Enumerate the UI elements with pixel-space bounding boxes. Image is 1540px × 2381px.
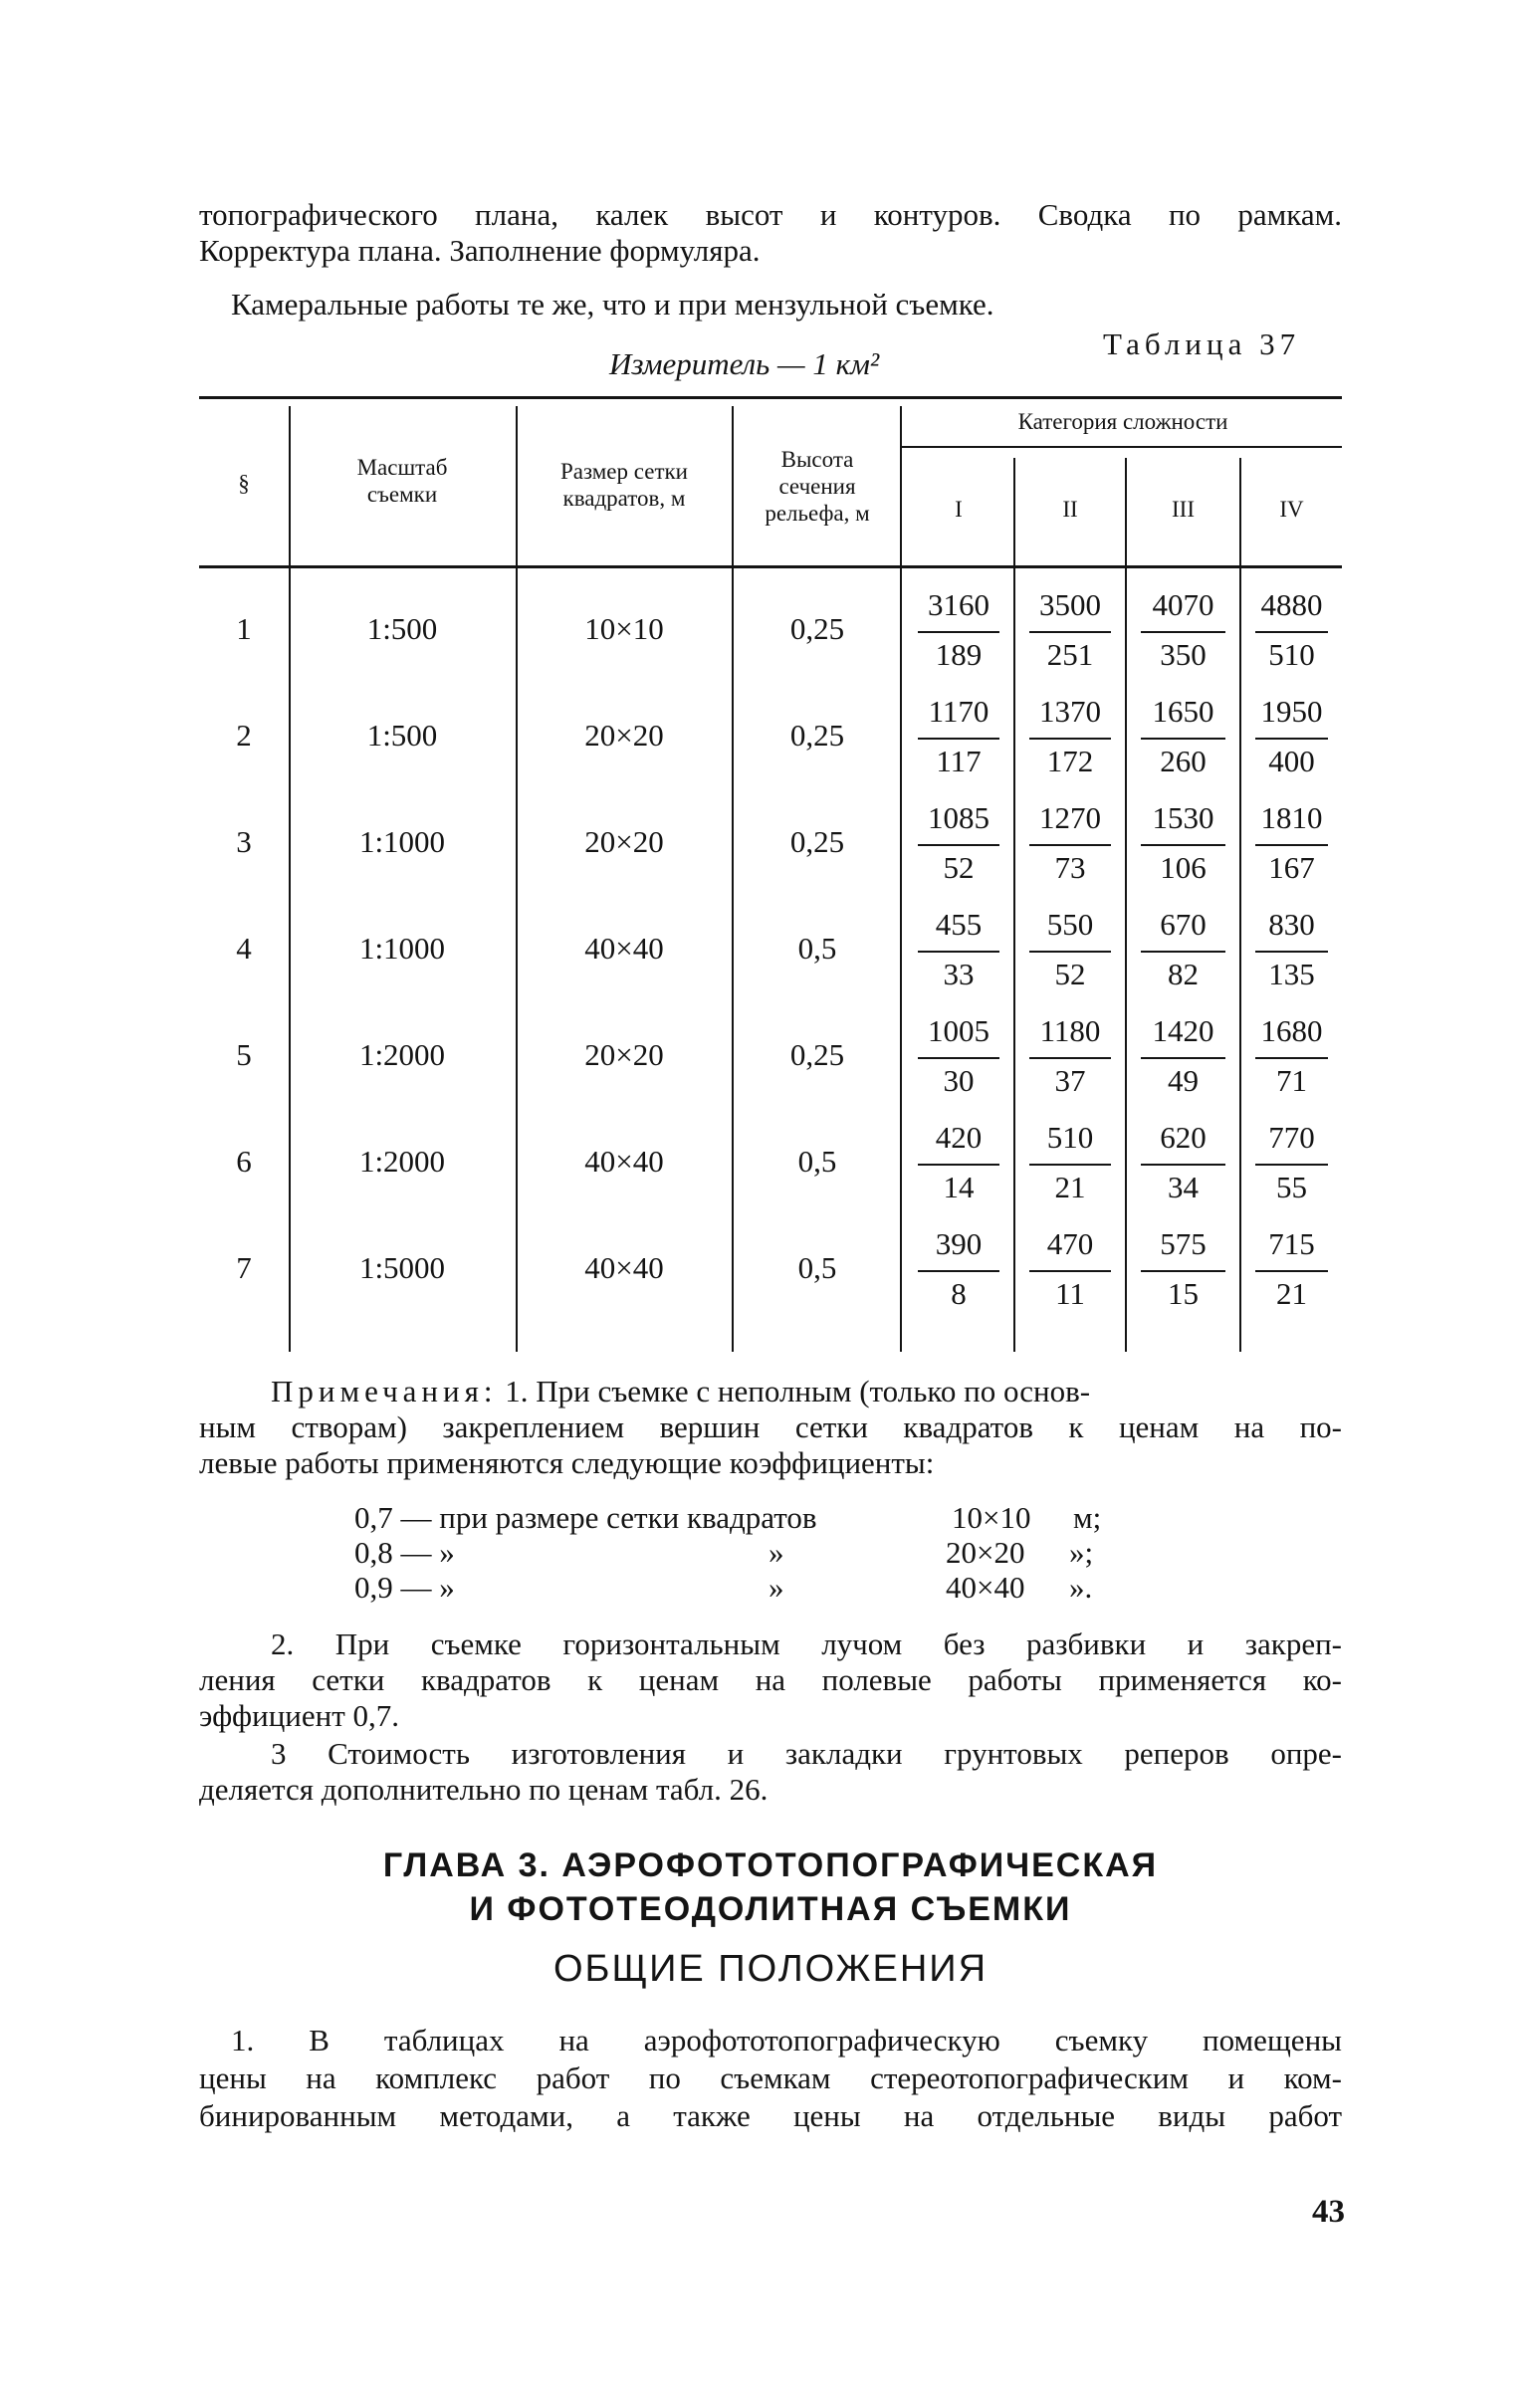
- fraction-bar: [1255, 951, 1328, 953]
- fraction-bar: [1141, 631, 1225, 633]
- price-fraction: [1127, 1011, 1239, 1103]
- price-numerator: 1085: [928, 800, 990, 835]
- price-denominator: 135: [1268, 957, 1315, 991]
- column-divider: [732, 406, 734, 1352]
- price-numerator: 4880: [1260, 587, 1323, 622]
- price-numerator: 1370: [1039, 694, 1101, 729]
- price-numerator: 670: [1160, 907, 1207, 942]
- row-number: 5: [236, 1037, 252, 1072]
- price-numerator: 3160: [928, 587, 990, 622]
- price-denominator: 14: [943, 1170, 975, 1204]
- note-2-line-3: эффициент 0,7.: [199, 1698, 400, 1733]
- price-fraction: [1127, 692, 1239, 783]
- header-scale: [295, 454, 510, 508]
- price-numerator: 1950: [1260, 694, 1323, 729]
- price-fraction: [1241, 905, 1342, 996]
- coefficient-ditto: »: [769, 1535, 784, 1570]
- note-1-line-3: левые работы применяются следующие коэффициенты:: [199, 1445, 935, 1480]
- price-denominator: 30: [943, 1063, 975, 1098]
- price-fraction: [1127, 1224, 1239, 1316]
- price-numerator: 1005: [928, 1013, 990, 1048]
- note-2-line-1: 2. При съемке горизонтальным лучом без разбивки и закреп-: [271, 1626, 1342, 1661]
- price-numerator: 770: [1268, 1120, 1315, 1155]
- price-numerator: 470: [1046, 1226, 1094, 1261]
- price-denominator: 15: [1168, 1276, 1199, 1311]
- price-fraction: [1015, 1118, 1125, 1209]
- price-denominator: 106: [1160, 850, 1207, 885]
- fraction-bar: [1141, 1270, 1225, 1272]
- header-relief-line: рельефа, м: [765, 501, 870, 526]
- fraction-bar: [1255, 1164, 1328, 1166]
- row-relief-height: 0,5: [797, 931, 837, 966]
- price-numerator: 575: [1160, 1226, 1207, 1261]
- price-fraction: [1241, 798, 1342, 890]
- header-grid-line: квадратов, м: [562, 486, 686, 511]
- price-fraction: [1127, 585, 1239, 677]
- price-denominator: 167: [1268, 850, 1315, 885]
- price-denominator: 73: [1054, 850, 1086, 885]
- row-grid-size: 10×10: [584, 611, 664, 646]
- row-scale: 1:5000: [358, 1250, 446, 1285]
- header-relief-height: [735, 446, 900, 527]
- price-denominator: 251: [1046, 637, 1094, 672]
- row-relief-height: 0,25: [789, 824, 845, 859]
- row-grid-size: 40×40: [584, 1144, 664, 1179]
- coefficient-value: 0,8: [354, 1535, 393, 1570]
- price-fraction: [1241, 585, 1342, 677]
- chapter-title-line-1: ГЛАВА 3. АЭРОФОТОТОПОГРАФИЧЕСКАЯ: [382, 1846, 1159, 1884]
- price-numerator: 1650: [1152, 694, 1214, 729]
- coefficient-size: 40×40: [946, 1570, 1025, 1605]
- price-numerator: 510: [1046, 1120, 1094, 1155]
- row-number: 3: [236, 824, 252, 859]
- table-label: Таблица 37: [1103, 326, 1301, 361]
- row-grid-size: 40×40: [584, 1250, 664, 1285]
- fraction-bar: [918, 951, 999, 953]
- coefficient-unit: ».: [1069, 1570, 1093, 1605]
- row-scale: 1:1000: [358, 931, 446, 966]
- price-denominator: 117: [936, 744, 982, 778]
- chapter-title-line-2: И ФОТОТЕОДОЛИТНАЯ СЪЕМКИ: [469, 1890, 1072, 1928]
- price-denominator: 37: [1054, 1063, 1086, 1098]
- row-relief-height: 0,5: [797, 1250, 837, 1285]
- fraction-bar: [918, 1270, 999, 1272]
- coefficient-row: [354, 1568, 455, 1608]
- header-category: Категория сложности: [1017, 409, 1228, 434]
- row-relief-height: 0,25: [789, 1037, 845, 1072]
- fraction-bar: [1141, 844, 1225, 846]
- fraction-bar: [918, 1164, 999, 1166]
- coefficient-desc: — »: [400, 1535, 455, 1570]
- fraction-bar: [918, 631, 999, 633]
- price-denominator: 52: [943, 850, 975, 885]
- price-fraction: [904, 1011, 1013, 1103]
- body-line-1: 1. В таблицах на аэрофототопографическую съемку помещены: [231, 2023, 1342, 2057]
- header-relief-line: сечения: [778, 474, 856, 499]
- row-scale: 1:500: [366, 611, 438, 646]
- fraction-bar: [1255, 738, 1328, 740]
- price-fraction: [1015, 798, 1125, 890]
- price-denominator: 52: [1054, 957, 1086, 991]
- price-denominator: 82: [1168, 957, 1199, 991]
- fraction-bar: [1029, 951, 1111, 953]
- price-numerator: 1180: [1039, 1013, 1101, 1048]
- row-number: 6: [236, 1144, 252, 1179]
- price-numerator: 420: [935, 1120, 983, 1155]
- fraction-bar: [1255, 1057, 1328, 1059]
- price-denominator: 172: [1046, 744, 1094, 778]
- note-2-line-2: ления сетки квадратов к ценам на полевые работы применяется ко-: [199, 1662, 1342, 1697]
- fraction-bar: [1029, 1057, 1111, 1059]
- price-fraction: [904, 905, 1013, 996]
- price-denominator: 49: [1168, 1063, 1199, 1098]
- price-numerator: 1530: [1152, 800, 1214, 835]
- fraction-bar: [1029, 844, 1111, 846]
- price-numerator: 4070: [1152, 587, 1214, 622]
- header-relief-line: Высота: [780, 447, 854, 472]
- note-1-line-2: ным створам) закреплением вершин сетки квадратов к ценам на по-: [199, 1409, 1342, 1444]
- fraction-bar: [1141, 738, 1225, 740]
- price-denominator: 400: [1268, 744, 1315, 778]
- row-scale: 1:1000: [358, 824, 446, 859]
- fraction-bar: [1141, 1057, 1225, 1059]
- price-denominator: 260: [1160, 744, 1207, 778]
- price-numerator: 1420: [1152, 1013, 1214, 1048]
- price-numerator: 390: [935, 1226, 983, 1261]
- price-fraction: [904, 798, 1013, 890]
- price-denominator: 8: [951, 1276, 967, 1311]
- fraction-bar: [1029, 1164, 1111, 1166]
- page-number: 43: [1312, 2194, 1345, 2230]
- fraction-bar: [918, 738, 999, 740]
- price-denominator: 21: [1276, 1276, 1307, 1311]
- header-grid-size: [520, 458, 729, 512]
- fraction-bar: [1141, 1164, 1225, 1166]
- price-fraction: [1241, 1224, 1342, 1316]
- intro-line-1: топографического плана, калек высот и контуров. Сводка по рамкам.: [199, 197, 1342, 232]
- column-divider: [289, 406, 291, 1352]
- price-numerator: 3500: [1039, 587, 1101, 622]
- table-top-rule: [199, 396, 1342, 399]
- row-scale: 1:2000: [358, 1037, 446, 1072]
- price-denominator: 33: [943, 957, 975, 991]
- section-title: ОБЩИЕ ПОЛОЖЕНИЯ: [552, 1948, 989, 1990]
- price-numerator: 1810: [1260, 800, 1323, 835]
- price-numerator: 550: [1046, 907, 1094, 942]
- row-grid-size: 20×20: [584, 1037, 664, 1072]
- header-category-ii: II: [1062, 497, 1078, 522]
- notes-label: Примечания:: [271, 1374, 498, 1408]
- coefficient-unit: м;: [1073, 1500, 1102, 1535]
- price-numerator: 1270: [1039, 800, 1101, 835]
- row-relief-height: 0,25: [789, 611, 845, 646]
- coefficient-ditto: »: [769, 1570, 784, 1605]
- header-category-i: I: [955, 497, 963, 522]
- fraction-bar: [1029, 1270, 1111, 1272]
- coefficient-unit: »;: [1069, 1535, 1094, 1570]
- coefficient-row: [354, 1498, 817, 1538]
- price-fraction: [1015, 692, 1125, 783]
- intro-line-3: Камеральные работы те же, что и при мензульной съемке.: [231, 287, 994, 322]
- price-fraction: [1241, 692, 1342, 783]
- coefficient-size: 20×20: [946, 1535, 1025, 1570]
- intro-line-2: Корректура плана. Заполнение формуляра.: [199, 233, 761, 268]
- header-scale-line: Масштаб: [356, 455, 448, 480]
- price-fraction: [904, 692, 1013, 783]
- row-number: 4: [236, 931, 252, 966]
- price-fraction: [1127, 1118, 1239, 1209]
- fraction-bar: [1141, 951, 1225, 953]
- price-fraction: [1015, 1224, 1125, 1316]
- measure-unit: Измеритель — 1 км²: [609, 346, 880, 381]
- header-grid-line: Размер сетки: [559, 459, 688, 484]
- price-denominator: 71: [1276, 1063, 1307, 1098]
- price-numerator: 620: [1160, 1120, 1207, 1155]
- fraction-bar: [1029, 738, 1111, 740]
- price-numerator: 1680: [1260, 1013, 1323, 1048]
- row-number: 7: [236, 1250, 252, 1285]
- price-denominator: 21: [1054, 1170, 1086, 1204]
- price-fraction: [1015, 905, 1125, 996]
- coefficient-row: [354, 1533, 455, 1573]
- price-fraction: [1241, 1118, 1342, 1209]
- row-relief-height: 0,5: [797, 1144, 837, 1179]
- price-fraction: [1241, 1011, 1342, 1103]
- body-line-2: цены на комплекс работ по съемкам стереотопографическим и ком-: [199, 2060, 1342, 2095]
- row-grid-size: 20×20: [584, 824, 664, 859]
- row-grid-size: 40×40: [584, 931, 664, 966]
- fraction-bar: [918, 844, 999, 846]
- column-divider: [900, 406, 902, 1352]
- note-1-text: 1. При съемке с неполным (только по основ-: [505, 1374, 1091, 1408]
- header-scale-line: съемки: [366, 482, 438, 507]
- price-numerator: 715: [1268, 1226, 1315, 1261]
- price-numerator: 830: [1268, 907, 1315, 942]
- price-fraction: [1015, 585, 1125, 677]
- column-divider: [516, 406, 518, 1352]
- row-number: 1: [236, 611, 252, 646]
- price-numerator: 455: [935, 907, 983, 942]
- header-category-iii: III: [1172, 497, 1195, 522]
- note-3-line-2: деляется дополнительно по ценам табл. 26.: [199, 1772, 769, 1807]
- price-denominator: 11: [1055, 1276, 1085, 1311]
- row-scale: 1:2000: [358, 1144, 446, 1179]
- fraction-bar: [1029, 631, 1111, 633]
- price-denominator: 510: [1268, 637, 1315, 672]
- price-fraction: [904, 1224, 1013, 1316]
- body-line-3: бинированным методами, а также цены на отдельные виды работ: [199, 2098, 1342, 2133]
- row-grid-size: 20×20: [584, 718, 664, 753]
- note-3-line-1: 3 Стоимость изготовления и закладки грунтовых реперов опре-: [271, 1736, 1342, 1771]
- price-fraction: [1127, 798, 1239, 890]
- fraction-bar: [1255, 631, 1328, 633]
- price-fraction: [904, 1118, 1013, 1209]
- coefficient-desc: — »: [400, 1570, 455, 1605]
- row-scale: 1:500: [366, 718, 438, 753]
- note-1-first-line: [271, 1372, 1090, 1411]
- coefficient-size: 10×10: [952, 1500, 1031, 1535]
- fraction-bar: [1255, 1270, 1328, 1272]
- fraction-bar: [1255, 844, 1328, 846]
- price-numerator: 1170: [928, 694, 990, 729]
- coefficient-value: 0,7: [354, 1500, 393, 1535]
- coefficient-value: 0,9: [354, 1570, 393, 1605]
- coefficient-desc: — при размере сетки квадратов: [400, 1500, 817, 1535]
- header-category-iv: IV: [1279, 497, 1304, 522]
- price-denominator: 34: [1168, 1170, 1199, 1204]
- price-fraction: [1127, 905, 1239, 996]
- price-fraction: [904, 585, 1013, 677]
- header-bottom-rule: [199, 565, 1342, 568]
- price-denominator: 189: [935, 637, 983, 672]
- row-relief-height: 0,25: [789, 718, 845, 753]
- price-denominator: 55: [1276, 1170, 1307, 1204]
- category-rule: [902, 446, 1342, 448]
- fraction-bar: [918, 1057, 999, 1059]
- row-number: 2: [236, 718, 252, 753]
- price-fraction: [1015, 1011, 1125, 1103]
- price-denominator: 350: [1160, 637, 1207, 672]
- header-paragraph: §: [238, 471, 250, 496]
